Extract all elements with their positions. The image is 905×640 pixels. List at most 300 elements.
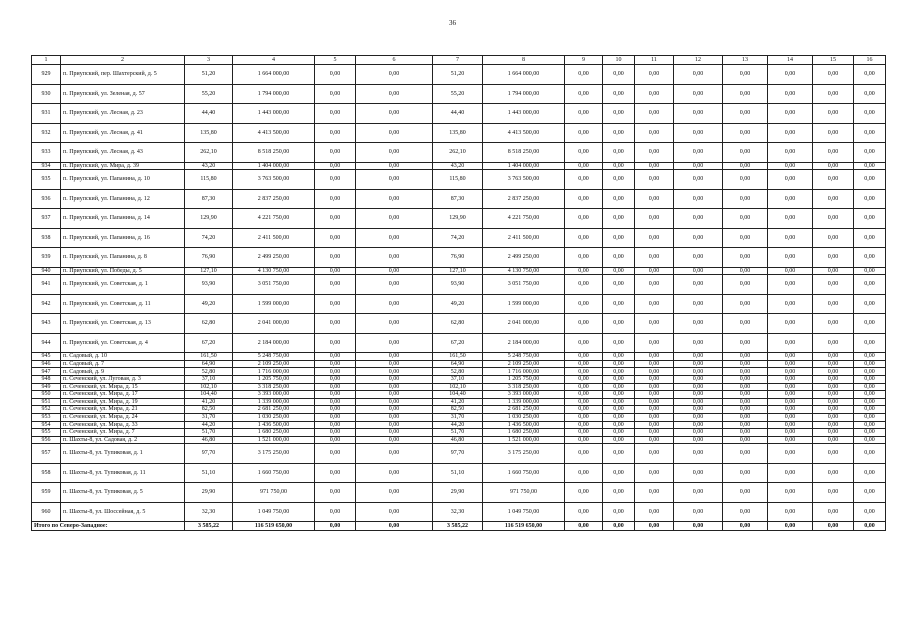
value-cell: 1 664 000,00	[483, 65, 565, 85]
value-cell: 0,00	[768, 421, 813, 429]
address-cell: п. Приупский, ул. Советская, д. 1	[61, 275, 185, 295]
value-cell: 0,00	[854, 444, 886, 464]
column-header: 8	[483, 56, 565, 65]
value-cell: 0,00	[603, 123, 635, 143]
value-cell: 0,00	[674, 143, 723, 163]
address-cell: п. Приупский, ул. Лесная, д. 23	[61, 104, 185, 124]
column-header: 7	[433, 56, 483, 65]
value-cell: 0,00	[723, 143, 768, 163]
value-cell: 0,00	[674, 209, 723, 229]
row-number-cell: 955	[32, 429, 61, 437]
value-cell: 0,00	[674, 368, 723, 376]
value-cell: 0,00	[635, 406, 674, 414]
value-cell: 0,00	[674, 275, 723, 295]
column-header: 4	[233, 56, 315, 65]
value-cell: 0,00	[356, 189, 433, 209]
value-cell: 2 681 250,00	[233, 406, 315, 414]
row-number-cell: 958	[32, 463, 61, 483]
table-row	[32, 170, 886, 190]
value-cell: 1 716 000,00	[483, 368, 565, 376]
value-cell: 1 794 000,00	[483, 84, 565, 104]
address-cell: п. Сеченский, ул. Мира, д. 15	[61, 383, 185, 391]
value-cell: 0,00	[356, 360, 433, 368]
value-cell: 0,00	[674, 189, 723, 209]
value-cell: 127,10	[433, 267, 483, 275]
value-cell: 0,00	[315, 444, 356, 464]
row-number-cell: 934	[32, 162, 61, 170]
value-cell: 0,00	[854, 421, 886, 429]
value-cell: 0,00	[565, 444, 603, 464]
value-cell: 0,00	[603, 228, 635, 248]
value-cell: 0,00	[854, 267, 886, 275]
value-cell: 0,00	[356, 413, 433, 421]
value-cell: 3 051 750,00	[233, 275, 315, 295]
value-cell: 97,70	[185, 444, 233, 464]
value-cell: 0,00	[768, 162, 813, 170]
value-cell: 0,00	[356, 143, 433, 163]
value-cell: 0,00	[723, 429, 768, 437]
value-cell: 0,00	[315, 314, 356, 334]
value-cell: 0,00	[315, 353, 356, 361]
value-cell: 0,00	[768, 429, 813, 437]
value-cell: 0,00	[674, 360, 723, 368]
value-cell: 0,00	[723, 267, 768, 275]
value-cell: 0,00	[768, 294, 813, 314]
value-cell: 161,50	[433, 353, 483, 361]
value-cell: 0,00	[603, 170, 635, 190]
value-cell: 0,00	[813, 353, 854, 361]
value-cell: 1 030 250,00	[233, 413, 315, 421]
value-cell: 37,10	[433, 375, 483, 383]
value-cell: 0,00	[813, 228, 854, 248]
value-cell: 1 599 000,00	[233, 294, 315, 314]
value-cell: 0,00	[356, 375, 433, 383]
value-cell: 0,00	[356, 463, 433, 483]
value-cell: 0,00	[603, 406, 635, 414]
address-cell: п. Приупский, ул. Папанина, д. 12	[61, 189, 185, 209]
value-cell: 0,00	[635, 267, 674, 275]
value-cell: 0,00	[674, 421, 723, 429]
value-cell: 1 660 750,00	[233, 463, 315, 483]
value-cell: 0,00	[565, 413, 603, 421]
value-cell: 43,20	[433, 162, 483, 170]
value-cell: 0,00	[603, 360, 635, 368]
value-cell: 0,00	[813, 375, 854, 383]
value-cell: 67,20	[185, 333, 233, 353]
column-header: 3	[185, 56, 233, 65]
data-table	[31, 55, 886, 531]
value-cell: 0,00	[565, 143, 603, 163]
value-cell: 0,00	[813, 209, 854, 229]
value-cell: 0,00	[603, 267, 635, 275]
value-cell: 1 599 000,00	[483, 294, 565, 314]
value-cell: 55,20	[185, 84, 233, 104]
value-cell: 0,00	[565, 189, 603, 209]
value-cell: 0,00	[603, 248, 635, 268]
value-cell: 0,00	[565, 294, 603, 314]
value-cell: 0,00	[674, 267, 723, 275]
value-cell: 0,00	[635, 162, 674, 170]
address-cell: п. Сеченский, ул. Мира, д. 17	[61, 391, 185, 399]
value-cell: 0,00	[723, 123, 768, 143]
value-cell: 0,00	[356, 353, 433, 361]
value-cell: 82,50	[433, 406, 483, 414]
page-number: 36	[449, 19, 456, 27]
total-value-cell: 0,00	[315, 522, 356, 531]
value-cell: 1 521 000,00	[483, 436, 565, 444]
value-cell: 0,00	[603, 104, 635, 124]
value-cell: 1 443 000,00	[233, 104, 315, 124]
address-cell: п. Садовый, д. 7	[61, 360, 185, 368]
value-cell: 0,00	[315, 502, 356, 522]
value-cell: 2 411 500,00	[233, 228, 315, 248]
value-cell: 1 436 500,00	[233, 421, 315, 429]
value-cell: 0,00	[565, 436, 603, 444]
value-cell: 0,00	[356, 294, 433, 314]
value-cell: 0,00	[674, 84, 723, 104]
table-row	[32, 228, 886, 248]
value-cell: 0,00	[674, 314, 723, 334]
value-cell: 0,00	[635, 314, 674, 334]
value-cell: 2 681 250,00	[483, 406, 565, 414]
value-cell: 3 393 000,00	[233, 391, 315, 399]
value-cell: 0,00	[603, 502, 635, 522]
value-cell: 0,00	[768, 383, 813, 391]
value-cell: 0,00	[813, 444, 854, 464]
value-cell: 0,00	[768, 502, 813, 522]
value-cell: 0,00	[315, 84, 356, 104]
value-cell: 1 436 500,00	[483, 421, 565, 429]
value-cell: 0,00	[813, 502, 854, 522]
value-cell: 3 318 250,00	[233, 383, 315, 391]
value-cell: 0,00	[635, 383, 674, 391]
total-value-cell: 0,00	[723, 522, 768, 531]
value-cell: 0,00	[565, 353, 603, 361]
address-cell: п. Приупский, пер. Шахтерский, д. 5	[61, 65, 185, 85]
value-cell: 161,50	[185, 353, 233, 361]
value-cell: 0,00	[723, 84, 768, 104]
value-cell: 0,00	[813, 398, 854, 406]
row-number-cell: 956	[32, 436, 61, 444]
value-cell: 0,00	[635, 294, 674, 314]
value-cell: 55,20	[433, 84, 483, 104]
value-cell: 0,00	[635, 189, 674, 209]
value-cell: 0,00	[674, 391, 723, 399]
value-cell: 0,00	[768, 104, 813, 124]
value-cell: 2 837 250,00	[483, 189, 565, 209]
value-cell: 0,00	[813, 189, 854, 209]
value-cell: 0,00	[813, 267, 854, 275]
value-cell: 0,00	[813, 123, 854, 143]
value-cell: 0,00	[635, 333, 674, 353]
value-cell: 0,00	[356, 421, 433, 429]
row-number-cell: 951	[32, 398, 61, 406]
value-cell: 3 393 000,00	[483, 391, 565, 399]
value-cell: 0,00	[723, 275, 768, 295]
value-cell: 0,00	[315, 294, 356, 314]
value-cell: 0,00	[356, 429, 433, 437]
value-cell: 3 763 500,00	[483, 170, 565, 190]
value-cell: 104,40	[185, 391, 233, 399]
value-cell: 0,00	[356, 104, 433, 124]
value-cell: 0,00	[356, 84, 433, 104]
value-cell: 0,00	[315, 483, 356, 503]
value-cell: 0,00	[565, 463, 603, 483]
value-cell: 0,00	[813, 333, 854, 353]
address-cell: п. Приупский, ул. Папанина, д. 14	[61, 209, 185, 229]
value-cell: 0,00	[635, 368, 674, 376]
value-cell: 135,80	[433, 123, 483, 143]
table-row	[32, 368, 886, 376]
value-cell: 1 339 000,00	[233, 398, 315, 406]
value-cell: 0,00	[768, 483, 813, 503]
table-row	[32, 383, 886, 391]
column-header: 9	[565, 56, 603, 65]
value-cell: 0,00	[674, 383, 723, 391]
value-cell: 0,00	[603, 436, 635, 444]
value-cell: 52,80	[185, 368, 233, 376]
address-cell: п. Приупский, ул. Папанина, д. 8	[61, 248, 185, 268]
address-cell: п. Сеченский, ул. Мира, д. 21	[61, 406, 185, 414]
value-cell: 0,00	[565, 275, 603, 295]
value-cell: 0,00	[768, 65, 813, 85]
value-cell: 0,00	[854, 314, 886, 334]
value-cell: 32,30	[185, 502, 233, 522]
value-cell: 46,80	[185, 436, 233, 444]
value-cell: 0,00	[854, 65, 886, 85]
value-cell: 3 763 500,00	[233, 170, 315, 190]
address-cell: п. Шахты-8, ул. Тупиковая, д. 1	[61, 444, 185, 464]
value-cell: 0,00	[635, 123, 674, 143]
value-cell: 0,00	[813, 65, 854, 85]
value-cell: 1 404 000,00	[483, 162, 565, 170]
row-number-cell: 932	[32, 123, 61, 143]
value-cell: 51,70	[433, 429, 483, 437]
value-cell: 0,00	[565, 421, 603, 429]
column-header: 14	[768, 56, 813, 65]
table-row	[32, 406, 886, 414]
value-cell: 0,00	[356, 444, 433, 464]
value-cell: 0,00	[603, 429, 635, 437]
value-cell: 32,30	[433, 502, 483, 522]
value-cell: 0,00	[674, 294, 723, 314]
value-cell: 0,00	[674, 436, 723, 444]
value-cell: 0,00	[565, 429, 603, 437]
value-cell: 44,40	[185, 104, 233, 124]
value-cell: 0,00	[674, 123, 723, 143]
value-cell: 0,00	[768, 360, 813, 368]
value-cell: 0,00	[565, 483, 603, 503]
value-cell: 0,00	[356, 483, 433, 503]
table-row	[32, 104, 886, 124]
value-cell: 0,00	[674, 483, 723, 503]
row-number-cell: 933	[32, 143, 61, 163]
value-cell: 0,00	[565, 502, 603, 522]
value-cell: 4 221 750,00	[483, 209, 565, 229]
value-cell: 0,00	[723, 483, 768, 503]
value-cell: 4 413 500,00	[483, 123, 565, 143]
address-cell: п. Приупский, ул. Советская, д. 4	[61, 333, 185, 353]
value-cell: 0,00	[315, 248, 356, 268]
value-cell: 0,00	[854, 333, 886, 353]
value-cell: 0,00	[674, 162, 723, 170]
value-cell: 1 205 750,00	[233, 375, 315, 383]
value-cell: 0,00	[603, 162, 635, 170]
value-cell: 0,00	[768, 436, 813, 444]
value-cell: 0,00	[768, 398, 813, 406]
value-cell: 0,00	[565, 398, 603, 406]
value-cell: 0,00	[813, 162, 854, 170]
value-cell: 0,00	[674, 248, 723, 268]
total-row	[32, 522, 886, 531]
value-cell: 0,00	[565, 170, 603, 190]
row-number-cell: 941	[32, 275, 61, 295]
address-cell: п. Сеченский, ул. Мира, д. 19	[61, 398, 185, 406]
column-header: 11	[635, 56, 674, 65]
value-cell: 0,00	[565, 391, 603, 399]
value-cell: 0,00	[315, 143, 356, 163]
value-cell: 29,90	[185, 483, 233, 503]
value-cell: 0,00	[768, 333, 813, 353]
value-cell: 0,00	[854, 275, 886, 295]
value-cell: 0,00	[768, 84, 813, 104]
value-cell: 0,00	[854, 143, 886, 163]
row-number-cell: 944	[32, 333, 61, 353]
value-cell: 0,00	[674, 444, 723, 464]
value-cell: 0,00	[854, 84, 886, 104]
value-cell: 0,00	[813, 406, 854, 414]
value-cell: 0,00	[603, 65, 635, 85]
address-cell: п. Садовый, д. 9	[61, 368, 185, 376]
total-value-cell: 0,00	[635, 522, 674, 531]
value-cell: 115,80	[433, 170, 483, 190]
table-row	[32, 421, 886, 429]
address-cell: п. Шахты-8, ул. Садовая, д. 2	[61, 436, 185, 444]
table-row	[32, 189, 886, 209]
value-cell: 1 521 000,00	[233, 436, 315, 444]
total-value-cell: 0,00	[356, 522, 433, 531]
table-row	[32, 294, 886, 314]
value-cell: 8 518 250,00	[483, 143, 565, 163]
value-cell: 262,10	[433, 143, 483, 163]
value-cell: 0,00	[315, 391, 356, 399]
value-cell: 0,00	[565, 123, 603, 143]
value-cell: 0,00	[356, 383, 433, 391]
value-cell: 0,00	[723, 209, 768, 229]
value-cell: 0,00	[813, 314, 854, 334]
value-cell: 0,00	[854, 383, 886, 391]
value-cell: 1 049 750,00	[233, 502, 315, 522]
table-row	[32, 444, 886, 464]
value-cell: 0,00	[356, 65, 433, 85]
value-cell: 1 443 000,00	[483, 104, 565, 124]
value-cell: 0,00	[565, 65, 603, 85]
value-cell: 262,10	[185, 143, 233, 163]
value-cell: 0,00	[854, 162, 886, 170]
value-cell: 0,00	[854, 463, 886, 483]
value-cell: 0,00	[674, 65, 723, 85]
value-cell: 0,00	[315, 436, 356, 444]
value-cell: 82,50	[185, 406, 233, 414]
value-cell: 0,00	[315, 104, 356, 124]
row-number-cell: 949	[32, 383, 61, 391]
table-row	[32, 123, 886, 143]
value-cell: 0,00	[674, 353, 723, 361]
value-cell: 0,00	[356, 406, 433, 414]
value-cell: 0,00	[635, 429, 674, 437]
value-cell: 0,00	[674, 375, 723, 383]
value-cell: 67,20	[433, 333, 483, 353]
value-cell: 0,00	[635, 353, 674, 361]
value-cell: 0,00	[768, 248, 813, 268]
value-cell: 0,00	[603, 333, 635, 353]
value-cell: 0,00	[854, 294, 886, 314]
value-cell: 0,00	[674, 406, 723, 414]
value-cell: 0,00	[854, 353, 886, 361]
total-value-cell: 116 519 650,00	[483, 522, 565, 531]
value-cell: 97,70	[433, 444, 483, 464]
table-row	[32, 353, 886, 361]
value-cell: 0,00	[768, 353, 813, 361]
value-cell: 0,00	[565, 104, 603, 124]
value-cell: 0,00	[565, 406, 603, 414]
row-number-cell: 946	[32, 360, 61, 368]
value-cell: 1 339 000,00	[483, 398, 565, 406]
value-cell: 0,00	[356, 436, 433, 444]
row-number-cell: 943	[32, 314, 61, 334]
value-cell: 0,00	[315, 267, 356, 275]
column-header: 6	[356, 56, 433, 65]
value-cell: 0,00	[723, 228, 768, 248]
table-row	[32, 502, 886, 522]
value-cell: 0,00	[674, 333, 723, 353]
value-cell: 0,00	[315, 406, 356, 414]
value-cell: 0,00	[315, 421, 356, 429]
value-cell: 0,00	[565, 383, 603, 391]
value-cell: 0,00	[603, 143, 635, 163]
value-cell: 0,00	[356, 314, 433, 334]
value-cell: 2 411 500,00	[483, 228, 565, 248]
table-row	[32, 267, 886, 275]
row-number-cell: 954	[32, 421, 61, 429]
value-cell: 0,00	[768, 143, 813, 163]
value-cell: 0,00	[768, 391, 813, 399]
address-cell: п. Сеченский, ул. Мира, д. 7	[61, 429, 185, 437]
row-number-cell: 940	[32, 267, 61, 275]
value-cell: 0,00	[768, 123, 813, 143]
value-cell: 4 221 750,00	[233, 209, 315, 229]
row-number-cell: 938	[32, 228, 61, 248]
total-value-cell: 3 585,22	[433, 522, 483, 531]
value-cell: 0,00	[603, 421, 635, 429]
value-cell: 0,00	[603, 383, 635, 391]
value-cell: 0,00	[565, 209, 603, 229]
value-cell: 0,00	[768, 275, 813, 295]
value-cell: 0,00	[854, 209, 886, 229]
value-cell: 0,00	[674, 228, 723, 248]
value-cell: 0,00	[635, 421, 674, 429]
value-cell: 0,00	[854, 502, 886, 522]
value-cell: 0,00	[635, 228, 674, 248]
value-cell: 0,00	[603, 353, 635, 361]
table-row	[32, 483, 886, 503]
value-cell: 0,00	[723, 189, 768, 209]
value-cell: 0,00	[854, 391, 886, 399]
address-cell: п. Шахты-8, ул. Тупиковая, д. 5	[61, 483, 185, 503]
row-number-cell: 935	[32, 170, 61, 190]
value-cell: 0,00	[315, 189, 356, 209]
value-cell: 0,00	[356, 209, 433, 229]
